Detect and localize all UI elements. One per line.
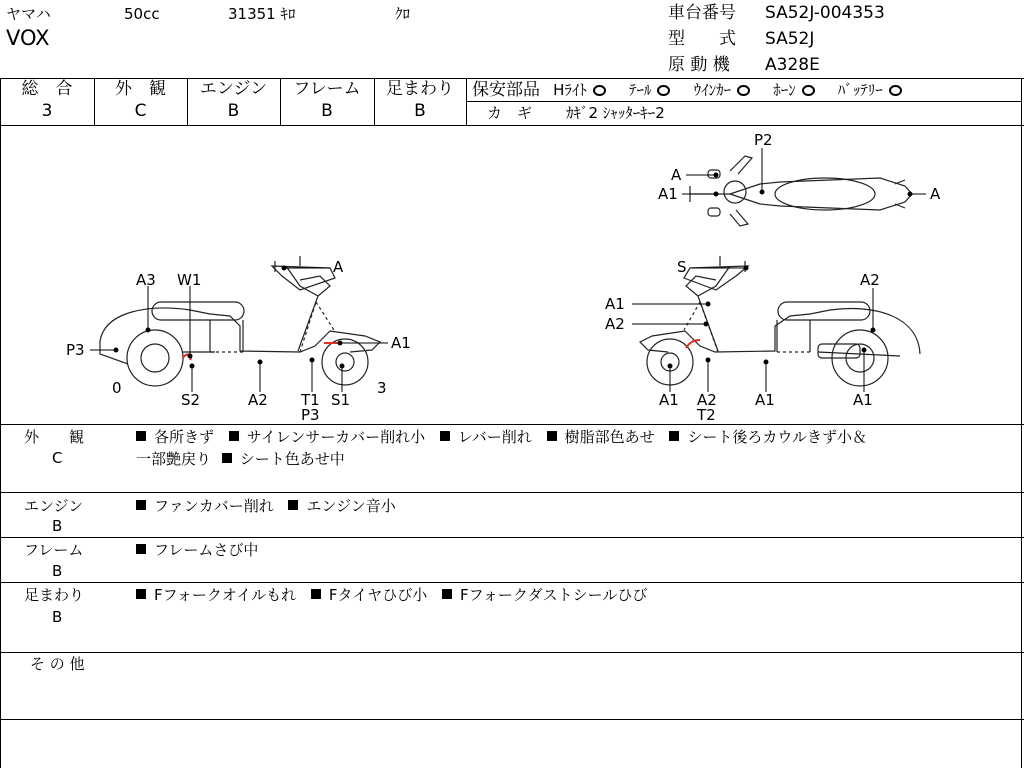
safety-item-label: ｳｲﾝｶｰ [693, 81, 732, 99]
mileage: 31351 ｷﾛ [228, 5, 296, 23]
diagram-label: A1 [659, 391, 679, 409]
diagram-label: T1 [301, 391, 320, 409]
bullet-square-icon [136, 500, 146, 510]
comment-label: そ の 他 [30, 655, 85, 673]
ok-circle-icon [657, 85, 670, 96]
diagram-labels [66, 131, 941, 424]
comment-item: シート色あせ中 [239, 450, 345, 468]
color: ｸﾛ [395, 5, 411, 23]
ok-circle-icon [737, 85, 750, 96]
comment-item: 各所きず [154, 428, 215, 446]
comment-text [136, 452, 345, 467]
damage-accent-marks [183, 340, 700, 360]
grade-value: B [227, 101, 240, 121]
comment-item: ファンカバー削れ [154, 497, 274, 515]
safety-item-label: ﾃｰﾙ [628, 81, 652, 99]
comment-item: Fフォークダストシールひび [460, 586, 648, 604]
diagram-label: P3 [66, 341, 85, 359]
comment-item: シート後ろカウルきず小＆ [687, 428, 867, 446]
diagram-label: A1 [605, 295, 625, 313]
diagram-label: A2 [697, 391, 717, 409]
diagram-label: A [930, 185, 941, 203]
grade-value: B [321, 101, 333, 121]
frame-no-label: 車台番号 [668, 3, 736, 23]
grade-value: C [134, 101, 147, 121]
diagram-label: S1 [331, 391, 351, 409]
diagram-label: S2 [181, 391, 201, 409]
diagram-label: T2 [697, 406, 716, 424]
grade-label: 足まわり [386, 79, 454, 99]
safety-parts-row [472, 82, 902, 99]
bullet-square-icon [440, 431, 450, 441]
diagram-label: W1 [177, 271, 202, 289]
diagram-label: P3 [301, 406, 320, 424]
divider [0, 492, 1024, 493]
comment-label: 外 観 [24, 428, 85, 446]
comment-item: 樹脂部色あせ [564, 428, 655, 446]
ok-circle-icon [593, 85, 606, 96]
diagram-label: A2 [860, 271, 880, 289]
grade-value: 3 [41, 101, 53, 121]
diagram-label: P2 [754, 131, 773, 149]
divider [0, 537, 1024, 538]
frame-no: SA52J-004353 [765, 3, 885, 23]
comment-grade: B [52, 517, 63, 535]
divider [0, 424, 1024, 425]
bullet-square-icon [547, 431, 557, 441]
grade-label: 外 観 [115, 79, 166, 99]
comment-grade: C [52, 449, 63, 467]
diagram-label: A2 [248, 391, 268, 409]
divider [0, 719, 1024, 720]
bullet-square-icon [136, 544, 146, 554]
safety-label: 保安部品 [472, 80, 540, 100]
diagram-label: A2 [605, 315, 625, 333]
comment-text [136, 543, 258, 558]
comment-label: フレーム [24, 541, 84, 559]
comment-text [136, 430, 867, 445]
maker: ヤマハ [6, 5, 51, 23]
diagram-label: A [333, 258, 344, 276]
divider [466, 101, 1022, 102]
comment-text [136, 499, 396, 514]
keys-value: ｶｷﾞ2 ｼｬｯﾀｰｷｰ2 [566, 104, 665, 122]
comment-item: 一部艶戻り [136, 450, 212, 468]
grade-cell-exterior [94, 81, 187, 120]
comment-item: サイレンサーカバー削れ小 [246, 428, 426, 446]
divider [0, 652, 1024, 653]
bullet-square-icon [311, 589, 321, 599]
comment-label: 足まわり [24, 586, 85, 604]
comment-item: レバー削れ [457, 428, 532, 446]
damage-diagram [0, 126, 1024, 424]
ok-circle-icon [889, 85, 902, 96]
safety-item-label: ﾊﾞｯﾃﾘｰ [837, 81, 883, 99]
comment-label: エンジン [24, 497, 84, 515]
safety-item [553, 81, 606, 99]
safety-item [773, 81, 815, 99]
safety-item [629, 81, 671, 99]
comment-grade: B [52, 562, 63, 580]
grade-cell-frame [280, 81, 374, 120]
scooter-top-view [690, 156, 912, 226]
safety-item-label: ﾎｰﾝ [773, 81, 796, 99]
grade-value: B [414, 101, 426, 121]
comment-item: Fフォークオイルもれ [154, 586, 297, 604]
diagram-label: A1 [658, 185, 678, 203]
safety-item-label: Hﾗｲﾄ [553, 81, 587, 99]
model-code-label: 型 式 [668, 29, 736, 49]
grade-cell-overall [0, 81, 94, 120]
engine-label: 原 動 機 [668, 55, 730, 75]
diagram-label: A1 [853, 391, 873, 409]
diagram-label: A1 [391, 334, 411, 352]
diagram-label: 3 [377, 379, 387, 397]
diagram-label: A [671, 166, 682, 184]
bullet-square-icon [288, 500, 298, 510]
comment-item: エンジン音小 [306, 497, 396, 515]
comment-grade: B [52, 608, 63, 626]
safety-item [838, 81, 902, 99]
grade-cell-suspension [374, 81, 466, 120]
bullet-square-icon [222, 453, 232, 463]
keys-label: カ ギ [487, 104, 533, 122]
displacement: 50cc [124, 5, 160, 23]
diagram-label: A1 [755, 391, 775, 409]
comment-text [136, 588, 647, 603]
grade-label: フレーム [293, 79, 361, 99]
engine-code: A328E [765, 55, 820, 75]
bullet-square-icon [669, 431, 679, 441]
bullet-square-icon [229, 431, 239, 441]
ok-circle-icon [802, 85, 815, 96]
model-name: VOX [6, 26, 50, 50]
diagram-label: S [677, 258, 687, 276]
grade-cell-engine [187, 81, 280, 120]
bullet-square-icon [136, 431, 146, 441]
comment-item: フレームさび中 [154, 541, 259, 559]
grade-label: エンジン [199, 79, 268, 99]
comment-item: Fタイヤひび小 [328, 586, 428, 604]
grade-label: 総 合 [21, 79, 73, 99]
divider [0, 582, 1024, 583]
safety-item [694, 81, 751, 99]
diagram-label: A3 [136, 271, 156, 289]
bullet-square-icon [136, 589, 146, 599]
model-code: SA52J [765, 29, 815, 49]
bullet-square-icon [442, 589, 452, 599]
diagram-label: 0 [112, 379, 122, 397]
